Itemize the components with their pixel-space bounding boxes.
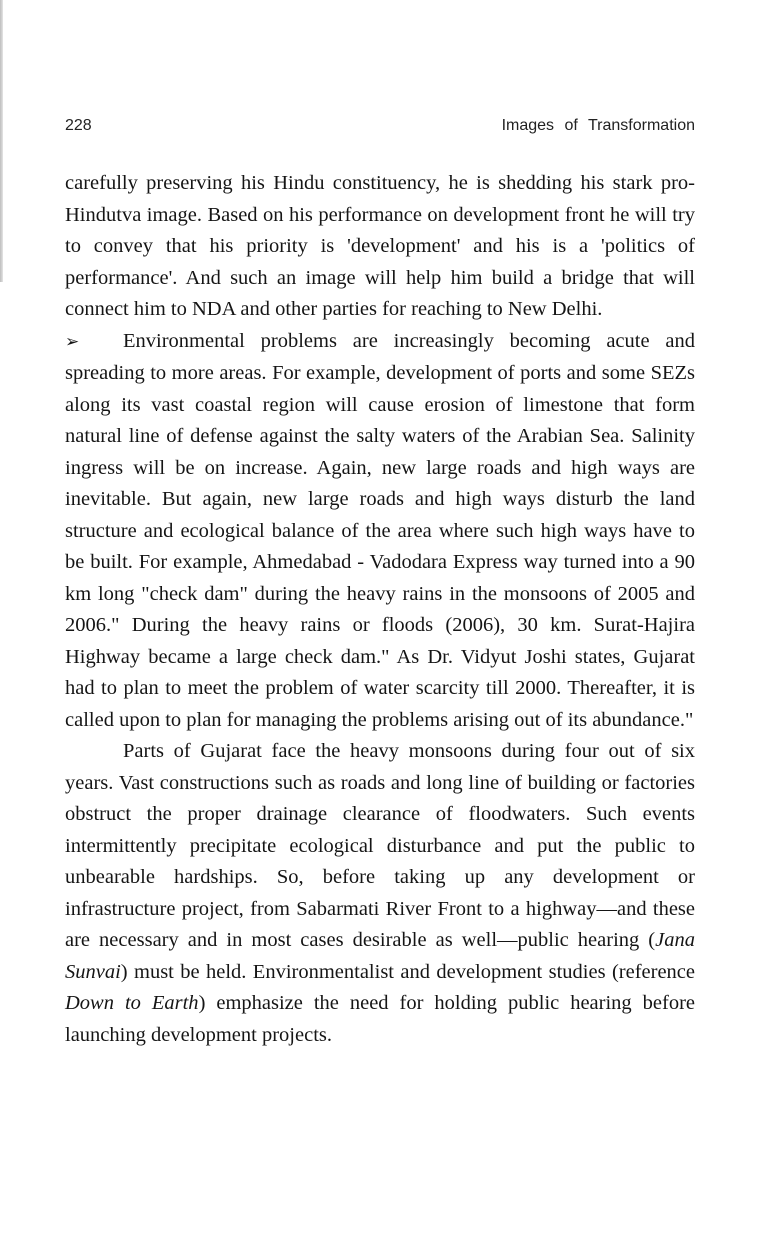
page-number: 228 xyxy=(65,117,92,134)
body-text xyxy=(65,168,695,1051)
running-title: Images of Transformation xyxy=(501,117,695,134)
page-edge-shadow xyxy=(0,0,3,282)
paragraph-text-part1: Parts of Gujarat face the heavy monsoons during four out of six years. Vast constructions such as roads and long line of building or factories obstruct the proper drainage clearance of floodwaters. Such events intermittently precipitate ecological disturbance and put the public to unbearable hardships. So, before taking up any development or infrastructure project, from Sabarmati River Front to a highway—and these are necessary and in most cases desirable as well—public hearing ( xyxy=(65,740,695,951)
italic-term-jana-sunvai: Jana Sunvai xyxy=(65,929,695,983)
bullet-paragraph-text: Environmental problems are increasingly becoming acute and spreading to more areas. For example, development of ports and some SEZs along its vast coastal region will cause erosion of limestone that form natural line of defense against the salty waters of the Arabian Sea. Salinity ingress will be on increase. Again, new large roads and high ways are inevitable. But again, new large roads and high ways disturb the land structure and ecological balance of the area where such high ways have to be built. For example, Ahmedabad - Vadodara Express way turned into a 90 km long "check dam" during the heavy rains in the monsoons of 2005 and 2006." During the heavy rains or floods (2006), 30 km. Surat-Hajira Highway became a large check dam." As Dr. Vidyut Joshi states, Gujarat had to plan to meet the problem of water scarcity till 2000. Thereafter, it is called upon to plan for managing the problems arising out of its abundance." xyxy=(65,329,695,731)
paragraph-continuation: carefully preserving his Hindu constituency, he is shedding his stark pro-Hindutva image. Based on his performance on development front he will try to convey that his priority is 'development' and his is a 'politics of performance'. And such an image will help him build a bridge that will connect him to NDA and other parties for reaching to New Delhi. xyxy=(65,172,695,320)
arrow-bullet-icon: ➢ xyxy=(65,331,80,352)
paragraph-text-part3: ) emphasize the need for holding public hearing before launching development projects. xyxy=(65,992,695,1046)
paragraph-bullet-environment xyxy=(65,326,695,737)
paragraph-monsoons xyxy=(65,736,695,1051)
italic-reference-down-to-earth: Down to Earth xyxy=(65,992,199,1014)
running-header xyxy=(65,115,695,137)
paragraph-text-part2: ) must be held. Environmentalist and development studies (reference xyxy=(120,960,695,983)
